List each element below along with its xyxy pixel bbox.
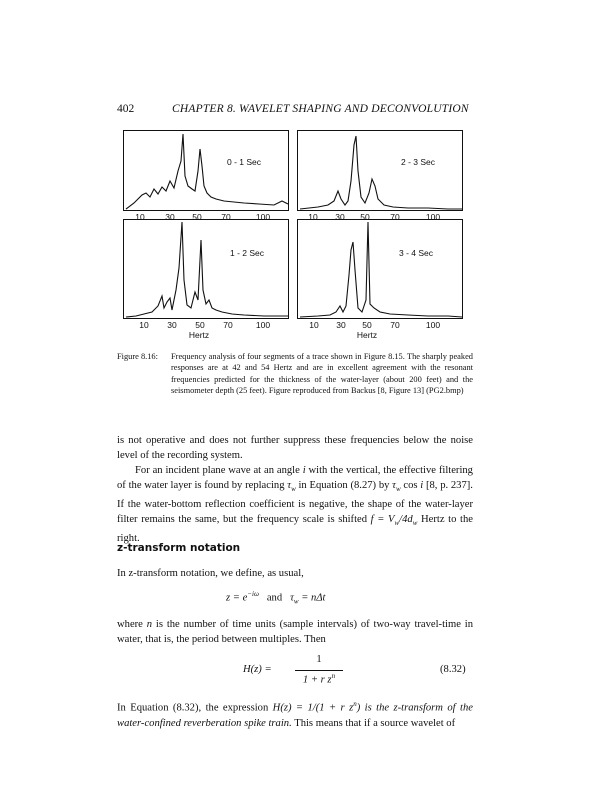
math-exp: n: [353, 700, 357, 708]
page-number: 402: [117, 103, 135, 115]
tick-label: 10: [309, 320, 319, 330]
math-f: f = V: [370, 514, 395, 526]
text-run: ) is the z-transform of the: [356, 702, 473, 714]
section-heading: z-transform notation: [117, 542, 241, 554]
tick-label: 70: [390, 212, 400, 222]
tick-label: 50: [362, 320, 372, 330]
math-n: n: [146, 619, 153, 630]
caption-text: Frequency analysis of four segments of a trace shown in Figure 8.15. The sharply peaked responses are at 42 and 54 Hertz and are in excellent agreement with the resonant frequencies predicted for the thickness of the water-layer (about 200 feet) and the seismometer depth (25 feet). Figure reproduced from Backus [8, Figure 13] (PG2.bmp): [171, 352, 473, 395]
math-d: /4d: [399, 514, 413, 526]
panel-label-1-2: 1 - 2 Sec: [230, 248, 265, 258]
text-run: with the vertical, the effective filtering of the water layer is found by replacing: [117, 465, 473, 491]
axis-title-hertz: Hertz: [356, 330, 378, 340]
tick-label: 10: [135, 212, 145, 222]
tick-label: 70: [390, 320, 400, 330]
math-expr: H(z) = 1/(1 + r z: [272, 702, 354, 714]
text-run: is the number of time units (sample intervals) of two-way travel-time in water, that is, the period between multiples. Then: [117, 619, 474, 645]
eq1-and: and: [266, 592, 283, 604]
intro-text: In z-transform notation, we define, as usual,: [117, 568, 304, 579]
eq1-exp: −iω: [247, 590, 259, 598]
math-cos: cos: [403, 480, 418, 491]
text-run: where: [117, 619, 143, 630]
tick-label: 30: [165, 212, 175, 222]
equation-2: [243, 653, 343, 689]
tick-label: 10: [308, 212, 318, 222]
tick-label: 50: [192, 212, 202, 222]
chapter-title: CHAPTER 8. WAVELET SHAPING AND DECONVOLUTION: [172, 103, 469, 115]
math-tau: τ: [287, 480, 292, 491]
text-run: This means that if a source wavelet of: [294, 717, 456, 729]
axis-title-hertz: Hertz: [188, 330, 210, 340]
eq2-den-text: 1 + r z: [302, 674, 332, 686]
tick-label: 100: [425, 212, 441, 222]
tick-label: 70: [221, 212, 231, 222]
paragraph-2: For an incident plane wave at an angle i with the vertical, the effective filtering of the water layer is found by replacing $\tau_w$ in Equation (8.27) by $\tau_w$ cos i [8, p. 237]. If the water-bottom reflection coefficient is negative, the shape of the water-layer filter remains the same, but the frequency scale is shifted $f = V_w/4d_w$ Hertz to the right.: [117, 465, 473, 545]
tick-label: 30: [335, 212, 345, 222]
caption-label: Figure 8.16:: [117, 352, 158, 361]
spectrum-panel-3-4: [297, 219, 463, 319]
eq2-denominator: [295, 672, 343, 686]
text-run: Hertz to the right.: [117, 514, 473, 545]
eq2-lhs: H(z) =: [243, 664, 272, 675]
spectrum-panel-0-1: [123, 130, 289, 211]
eq1-tau: τ: [290, 592, 294, 604]
tick-label: 30: [167, 320, 177, 330]
tick-label: 10: [139, 320, 149, 330]
paragraph-4: [117, 697, 473, 731]
eq1-lhs: z = e: [226, 592, 248, 604]
eq2-numerator: 1: [316, 654, 322, 665]
math-i: i: [420, 480, 424, 491]
paragraph-3: [117, 617, 473, 647]
eq2-fraction-bar: [295, 670, 343, 671]
emphasis: water-confined reverberation spike train.: [117, 717, 292, 729]
tick-label: 100: [425, 320, 441, 330]
tick-label: 50: [195, 320, 205, 330]
tick-label: 70: [223, 320, 233, 330]
paragraph-1: is not operative and does not further suppress these frequencies below the noise level of the recording system.: [117, 435, 473, 461]
panel-label-3-4: 3 - 4 Sec: [399, 248, 434, 258]
tick-label: 100: [255, 320, 271, 330]
equation-1: $z = e^{-i\omega}$ and $\tau_w = n\Delta t$: [226, 590, 326, 606]
panel-label-0-1: 0 - 1 Sec: [227, 157, 262, 167]
tick-label: 100: [255, 212, 271, 222]
math-tau: τ: [392, 480, 396, 491]
panel-label-2-3: 2 - 3 Sec: [401, 157, 436, 167]
text-run: For an incident plane wave at an angle: [135, 465, 300, 476]
spectrum-panel-1-2: [123, 219, 289, 319]
text-run: [8, p. 237]. If the water-bottom reflection coefficient is negative, the shape of the water-layer filter remains the same, but the frequency scale is shifted: [117, 480, 473, 526]
text-run: In Equation (8.32), the expression: [117, 702, 269, 714]
tick-label: 30: [336, 320, 346, 330]
tick-label: 50: [360, 212, 370, 222]
eq1-rhs: = nΔt: [301, 592, 326, 604]
equation-number: (8.32): [440, 664, 466, 675]
text-run: in Equation (8.27) by: [298, 480, 390, 491]
spectrum-panel-2-3: [297, 130, 463, 211]
math-i: i: [302, 465, 306, 476]
eq2-den-exp: n: [331, 672, 336, 680]
